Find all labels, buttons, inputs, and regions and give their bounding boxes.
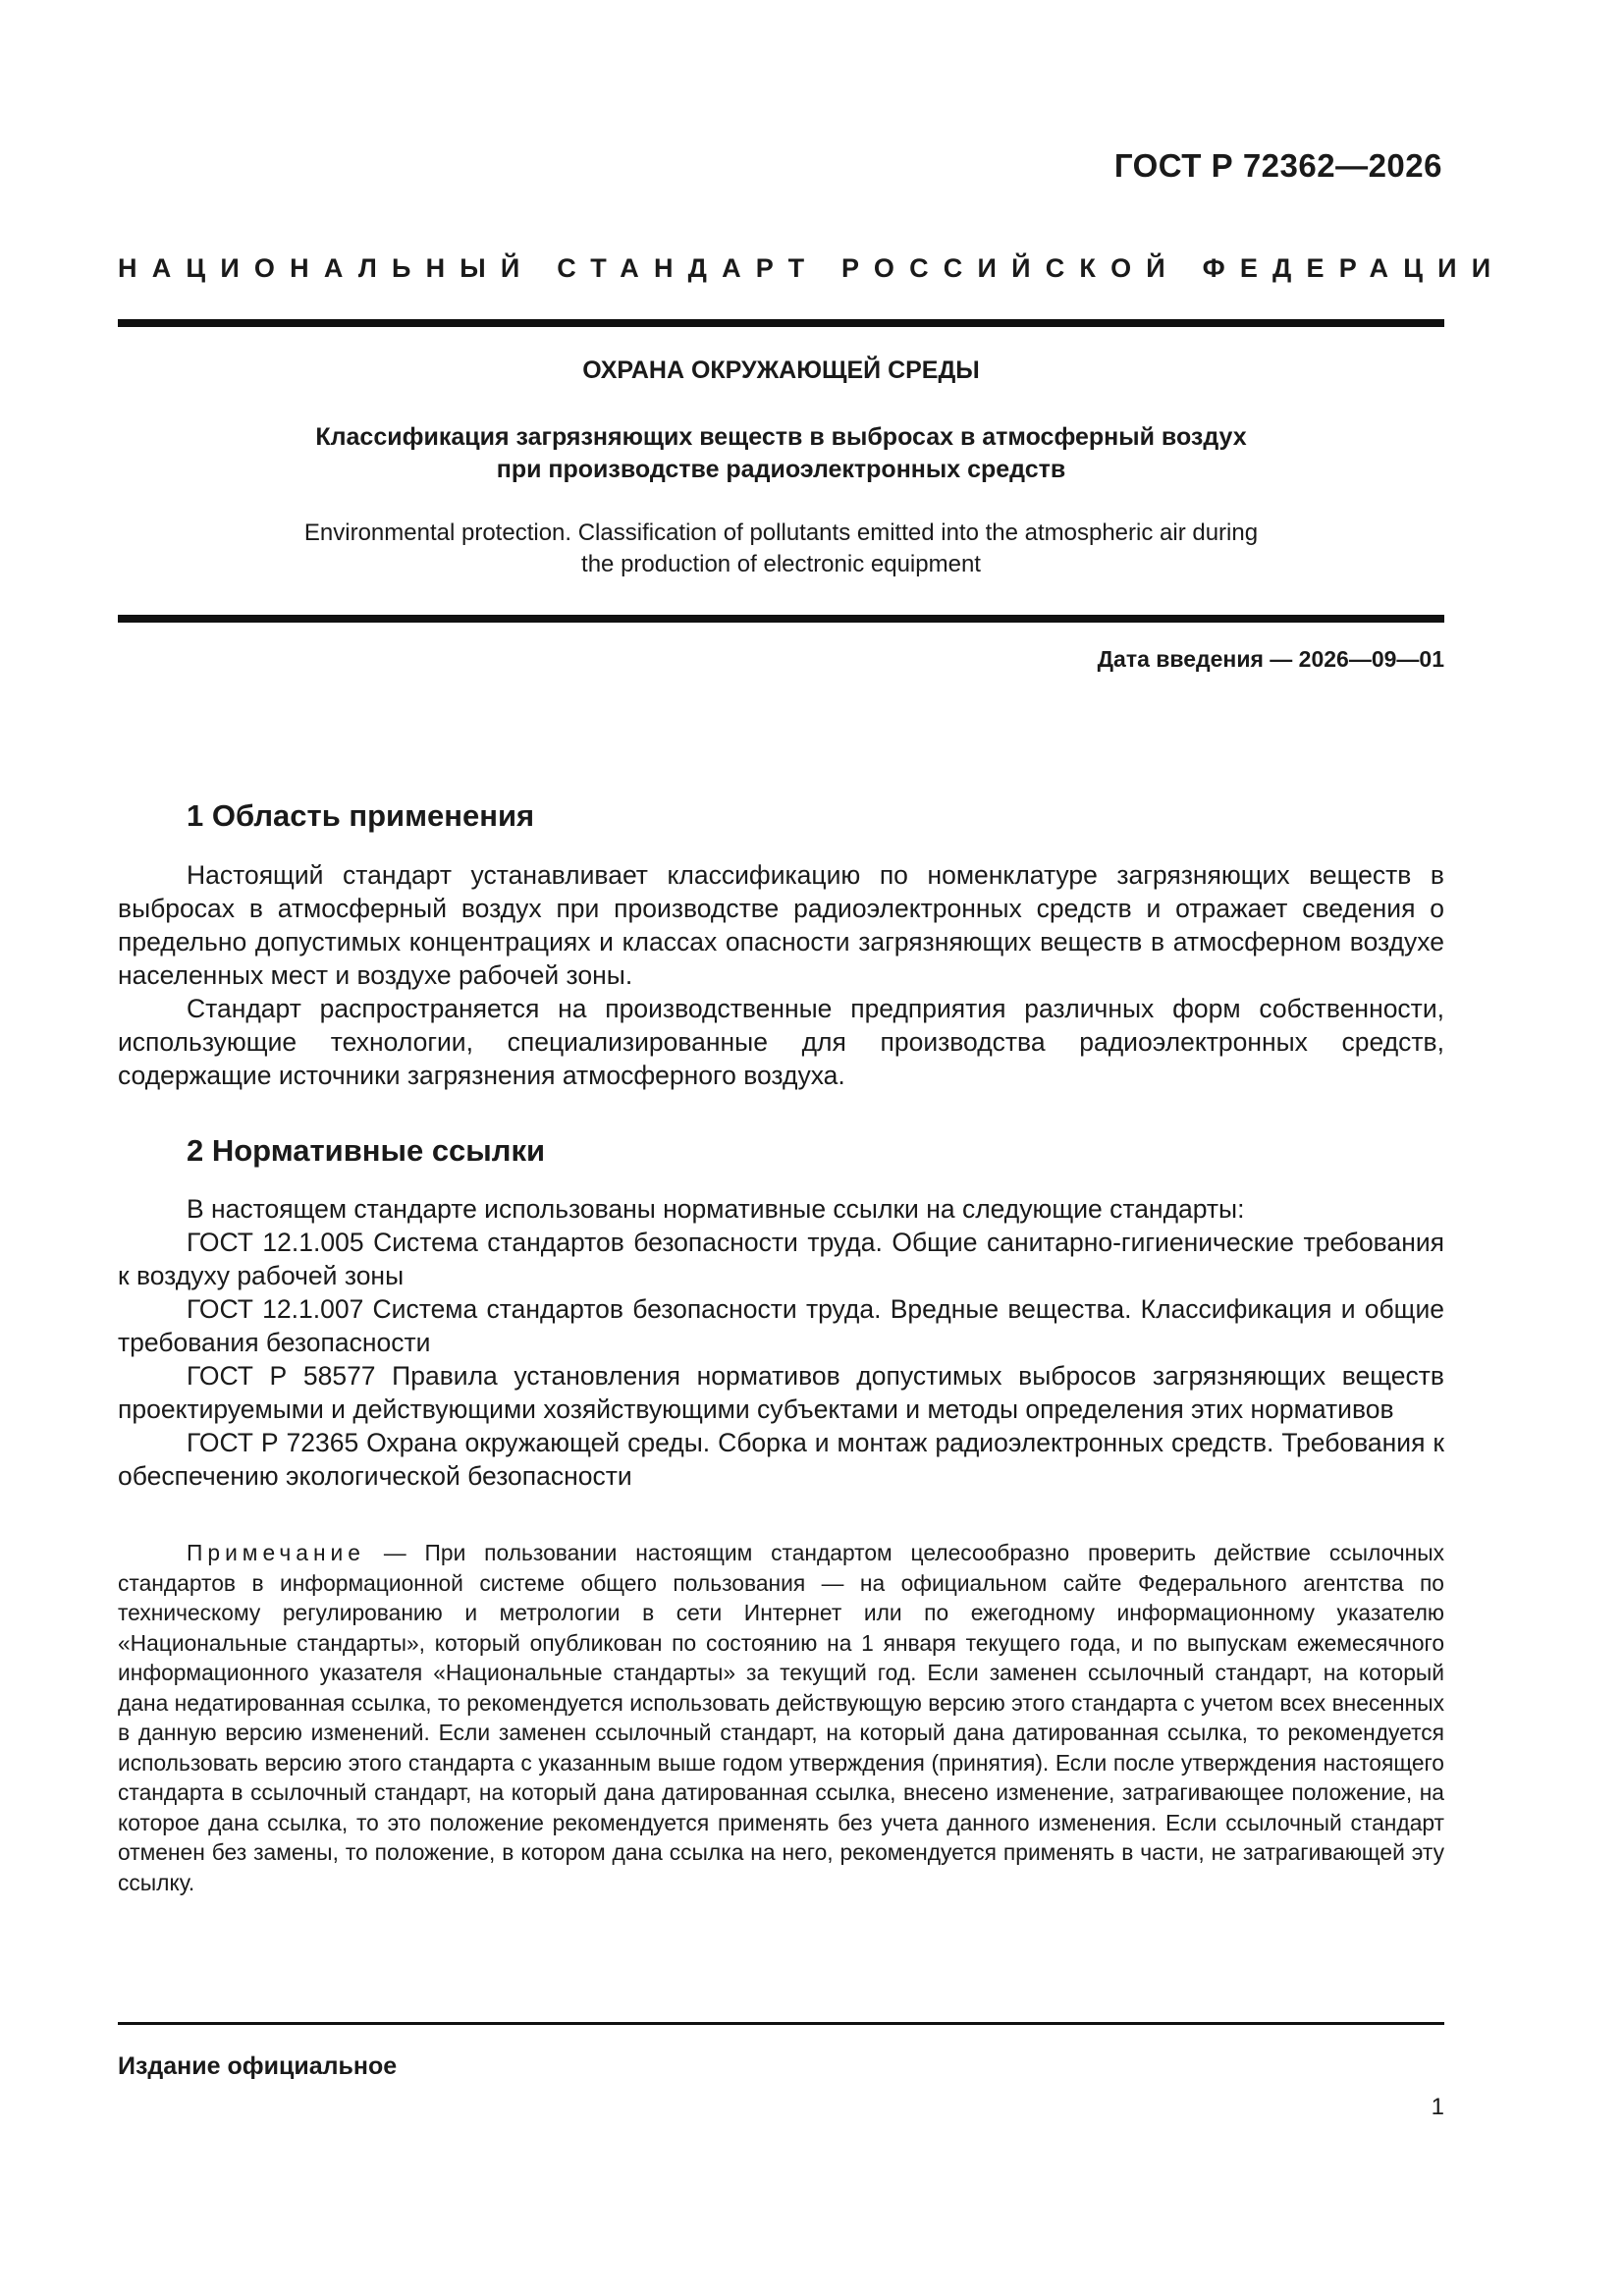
page-number: 1 [1431,2094,1444,2120]
note-text: — При пользовании настоящим стандартом целесообразно проверить действие ссылочных стандартов в информационной системе общего пользования — на официальном сайте Федерального агентства по техническому регулированию и метрологии в сети Интернет или по ежегодному информационному указателю «Национальные стандарты», который опубликован по состоянию на 1 января текущего года, и по выпускам ежемесячного информационного указателя «Национальные стандарты» за текущий год. Если заменен ссылочный стандарт, на который дана недатированная ссылка, то рекомендуется использовать действующую версию этого стандарта с учетом всех внесенных в данную версию изменений. Если заменен ссылочный стандарт, на который дана датированная ссылка, то рекомендуется использовать версию этого стандарта с указанным выше годом утверждения (принятия). Если после утверждения настоящего стандарта в ссылочный стандарт, на который дана датированная ссылка, внесено изменение, затрагивающее положение, на которое дана ссылка, то это положение рекомендуется применять без учета данного изменения. Если ссылочный стандарт отменен без замены, то положение, в котором дана ссылка на него, рекомендуется применять в части, не затрагивающей эту ссылку. [118,1540,1444,1895]
section-2-body [118,1192,1444,1493]
edition-label: Издание официальное [118,2052,398,2080]
top-divider [118,319,1444,327]
reference-item: ГОСТ Р 72365 Охрана окружающей среды. Сборка и монтаж радиоэлектронных средств. Требования к обеспечению экологической безопасности [118,1428,1444,1491]
section-2-intro: В настоящем стандарте использованы нормативные ссылки на следующие стандарты: [187,1194,1245,1224]
note-block [118,1538,1444,1897]
reference-item: ГОСТ 12.1.005 Система стандартов безопасности труда. Общие санитарно-гигиенические требования к воздуху рабочей зоны [118,1228,1444,1290]
section-1-body [118,858,1444,1092]
date-of-introduction: Дата введения — 2026—09—01 [1097,646,1444,672]
english-title: Environmental protection. Classification of pollutants emitted into the atmospheric air during the production of electronic equipment [303,519,1259,577]
section-2-heading: 2 Нормативные ссылки [187,1133,546,1168]
section-1-paragraph: Стандарт распространяется на производственные предприятия различных форм собственности, использующие технологии, специализированные для производства радиоэлектронных средств, содержащие источники загрязнения атмосферного воздуха. [118,994,1444,1090]
section-1-paragraph: Настоящий стандарт устанавливает классификацию по номенклатуре загрязняющих веществ в выбросах в атмосферный воздух при производстве радиоэлектронных средств и отражает сведения о предельно допустимых концентрациях и классах опасности загрязняющих веществ в атмосферном воздухе населенных мест и воздухе рабочей зоны. [118,860,1444,990]
note-label: Примечание [187,1540,365,1565]
document-title: ОХРАНА ОКРУЖАЮЩЕЙ СРЕДЫ [582,356,980,384]
section-1-heading: 1 Область применения [187,798,535,833]
reference-item: ГОСТ Р 58577 Правила установления нормативов допустимых выбросов загрязняющих веществ проектируемыми и действующими хозяйствующими субъектами и методы определения этих нормативов [118,1361,1444,1424]
title-divider [118,615,1444,623]
reference-item: ГОСТ 12.1.007 Система стандартов безопасности труда. Вредные вещества. Классификация и общие требования безопасности [118,1294,1444,1357]
document-subtitle: Классификация загрязняющих веществ в выбросах в атмосферный воздух при производстве радиоэлектронных средств [315,423,1247,483]
gost-number: ГОСТ Р 72362—2026 [1113,147,1442,184]
national-standard-heading: НАЦИОНАЛЬНЫЙ СТАНДАРТ РОССИЙСКОЙ ФЕДЕРАЦИИ [118,253,1506,283]
footer-divider [118,2022,1444,2025]
